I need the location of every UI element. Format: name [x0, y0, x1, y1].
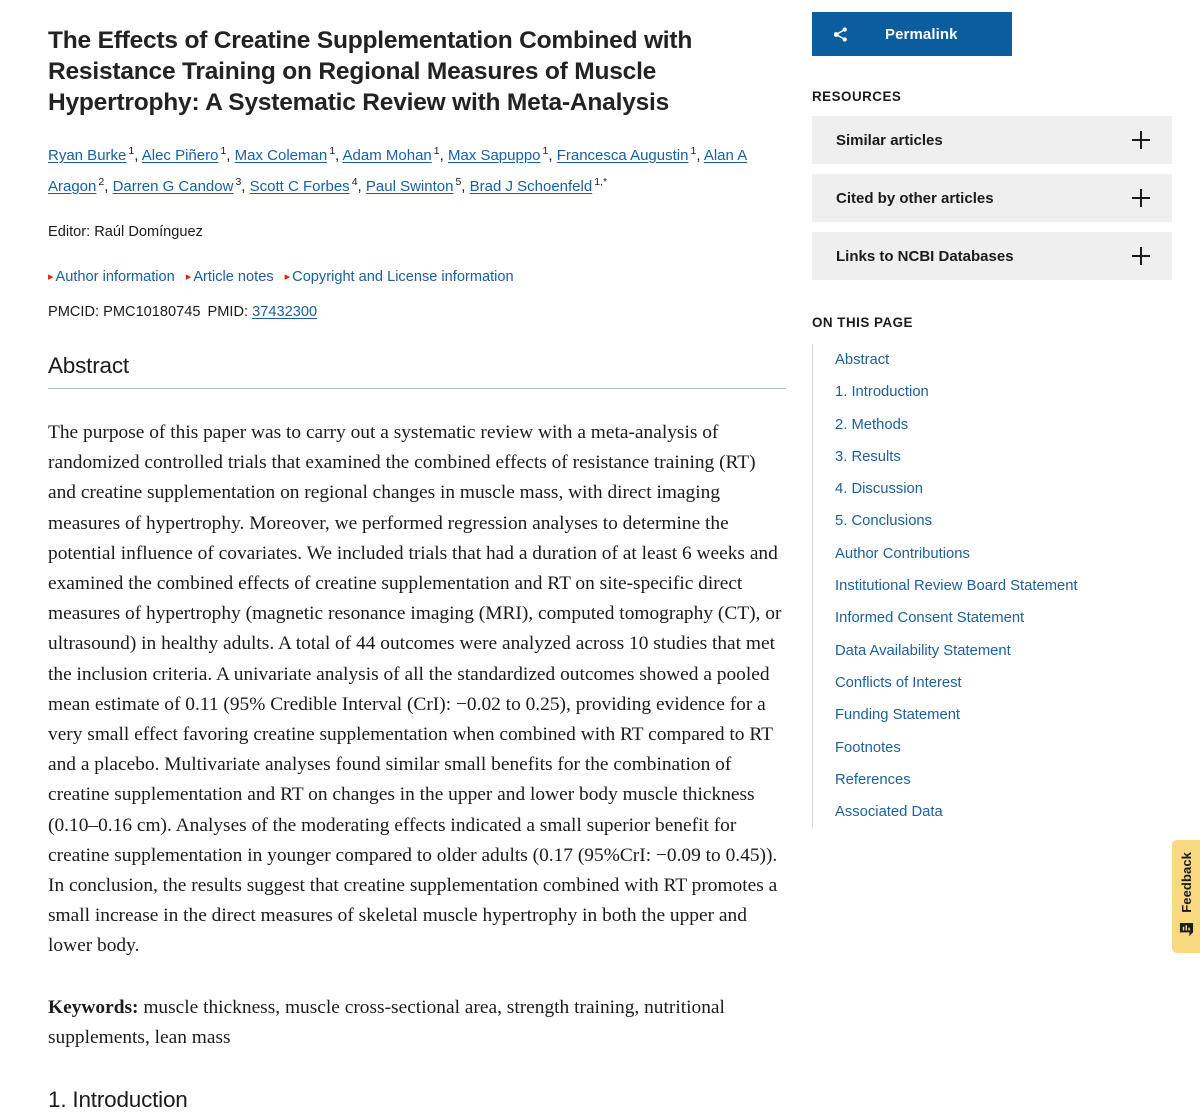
author-link[interactable]: Alan A Aragon	[48, 147, 748, 195]
on-this-page-link[interactable]: 2. Methods	[835, 416, 909, 433]
author-affiliation-marker: 1	[690, 145, 697, 157]
author-link[interactable]: Francesca Augustin	[556, 147, 689, 164]
editor-name: Raúl Domínguez	[94, 224, 203, 240]
abstract-heading: Abstract	[48, 353, 786, 389]
author-affiliation-marker: 1	[329, 145, 336, 157]
on-this-page-link[interactable]: Conflicts of Interest	[835, 674, 962, 691]
triangle-right-icon: ▸	[48, 271, 54, 283]
on-this-page-link[interactable]: Footnotes	[835, 739, 901, 756]
author-affiliation-marker: 2	[98, 176, 105, 188]
resource-panel[interactable]	[812, 116, 1172, 164]
pmcid-value: PMC10180745	[103, 304, 201, 320]
triangle-right-icon: ▸	[185, 271, 192, 283]
keywords-paragraph	[48, 993, 786, 1053]
author-affiliation-marker: 1	[542, 145, 549, 157]
permalink-button[interactable]	[812, 12, 1012, 56]
plus-icon[interactable]	[1132, 131, 1150, 149]
plus-icon[interactable]	[1132, 189, 1150, 207]
author-link[interactable]: Darren G Candow	[112, 178, 234, 195]
right-sidebar	[812, 0, 1172, 828]
on-this-page-nav	[812, 344, 1152, 828]
meta-link-label[interactable]: Copyright and License information	[292, 269, 514, 285]
abstract-paragraph: The purpose of this paper was to carry out a systematic review with a meta-analysis of randomized controlled trials that examined the combined effects of resistance training (RT) and creatine supplementation on regional changes in muscle mass, with direct imaging measures of hypertrophy. Moreover, we performed regression analyses to determine the potential influence of covariates. We included trials that had a duration of at least 6 weeks and examined the combined effects of creatine supplementation and RT on site-specific direct measures of hypertrophy (magnetic resonance imaging (MRI), computed tomography (CT), or ultrasound) in healthy adults. A total of 44 outcomes were analyzed across 10 studies that met the inclusion criteria. A univariate analysis of all the standardized outcomes showed a pooled mean estimate of 0.11 (95% Credible Interval (CrI): −0.02 to 0.25), providing evidence for a very small effect favoring creatine supplementation when combined with RT compared to RT and a placebo. Multivariate analyses found similar small benefits for the combination of creatine supplementation and RT on changes in the upper and lower body muscle thickness (0.10–0.16 cm). Analyses of the moderating effects indicated a small superior benefit for creatine supplementation in younger compared to older adults (0.17 (95%CrI: −0.09 to 0.45)). In conclusion, the results suggest that creatine supplementation combined with RT promotes a small increase in the direct measures of skeletal muscle hypertrophy in both the upper and lower body.	[48, 422, 782, 957]
on-this-page-link[interactable]: References	[835, 771, 911, 788]
author-affiliation-marker: 1	[433, 145, 440, 157]
author-affiliation-marker: 1	[128, 145, 135, 157]
permalink-label: Permalink	[885, 25, 958, 43]
abstract-body	[48, 418, 786, 1053]
author-affiliation-marker: 4	[351, 176, 358, 188]
author-link[interactable]: Max Sapuppo	[447, 147, 541, 164]
author-link[interactable]: Adam Mohan	[342, 147, 432, 164]
author-affiliation-marker: 5	[455, 176, 462, 188]
page-title: The Effects of Creatine Supplementation Combined with Resistance Training on Regional Measures of Muscle Hypertrophy: A Systematic Review with Meta-Analysis	[48, 27, 693, 116]
resource-panel[interactable]	[812, 232, 1172, 280]
resource-panel-label: Cited by other articles	[836, 189, 994, 207]
pmid-link[interactable]: 37432300	[252, 304, 318, 320]
resources-caption: RESOURCES	[812, 89, 902, 104]
introduction-heading: 1. Introduction	[48, 1087, 188, 1113]
on-this-page-link[interactable]: 3. Results	[835, 448, 901, 465]
author-link[interactable]: Paul Swinton	[365, 178, 454, 195]
author-affiliation-marker: 1,*	[594, 176, 608, 188]
resource-panel[interactable]	[812, 174, 1172, 222]
expandable-meta-link[interactable]	[285, 267, 514, 288]
on-this-page-link[interactable]: Informed Consent Statement	[835, 610, 1025, 627]
keywords-values: muscle thickness, muscle cross-sectional area, strength training, nutritional supplements, lean mass	[48, 996, 725, 1048]
meta-links	[48, 267, 786, 288]
identifiers-line	[48, 302, 786, 322]
keywords-label: Keywords:	[48, 996, 139, 1018]
on-this-page-link[interactable]: Author Contributions	[835, 545, 970, 562]
plus-icon[interactable]	[1132, 247, 1150, 265]
author-link[interactable]: Scott C Forbes	[249, 178, 350, 195]
feedback-chart-icon	[1179, 922, 1194, 937]
on-this-page-caption: ON THIS PAGE	[812, 315, 913, 330]
feedback-tab[interactable]	[1172, 840, 1200, 953]
editor-label: Editor:	[48, 224, 91, 240]
on-this-page-link[interactable]: Institutional Review Board Statement	[835, 578, 1078, 595]
meta-link-label[interactable]: Article notes	[193, 269, 274, 285]
on-this-page-link[interactable]: Abstract	[835, 352, 890, 368]
pmid-label: PMID:	[207, 304, 249, 320]
pmcid-label: PMCID:	[48, 304, 100, 320]
on-this-page-link[interactable]: 4. Discussion	[835, 481, 923, 498]
on-this-page-link[interactable]: 5. Conclusions	[835, 513, 933, 530]
editor-line	[48, 222, 786, 242]
article-main-column	[48, 0, 786, 1113]
share-icon	[832, 26, 849, 43]
resource-panel-label: Links to NCBI Databases	[836, 247, 1014, 265]
triangle-right-icon: ▸	[284, 271, 291, 283]
author-affiliation-marker: 1	[220, 145, 227, 157]
resources-accordion	[812, 116, 1172, 280]
author-link[interactable]: Brad J Schoenfeld	[469, 178, 593, 195]
author-list: Ryan Burke $^1$, Alec Piñero $^1$, Max Coleman $^1$, Adam Mohan $^1$, Max Sapuppo $^1$, Francesca Augustin $^1$, Alan A Aragon $^2$, Darren G Candow $^3$, Scott C Forbes $^4$, Paul Swinton $^5$, Brad J Schoenfeld $^{1,*}$	[48, 145, 748, 195]
author-link[interactable]: Max Coleman	[234, 147, 328, 164]
expandable-meta-link[interactable]	[48, 267, 175, 288]
on-this-page-link[interactable]: Associated Data	[835, 804, 943, 821]
author-link[interactable]: Ryan Burke	[48, 147, 127, 164]
expandable-meta-link[interactable]	[186, 267, 274, 288]
feedback-label: Feedback	[1178, 852, 1194, 913]
on-this-page-link[interactable]: Funding Statement	[835, 707, 961, 724]
on-this-page-link[interactable]: 1. Introduction	[835, 384, 929, 401]
author-link[interactable]: Alec Piñero	[141, 147, 219, 164]
resource-panel-label: Similar articles	[836, 131, 943, 149]
on-this-page-link[interactable]: Data Availability Statement	[835, 642, 1011, 659]
author-affiliation-marker: 3	[235, 176, 242, 188]
meta-link-label[interactable]: Author information	[55, 269, 175, 285]
